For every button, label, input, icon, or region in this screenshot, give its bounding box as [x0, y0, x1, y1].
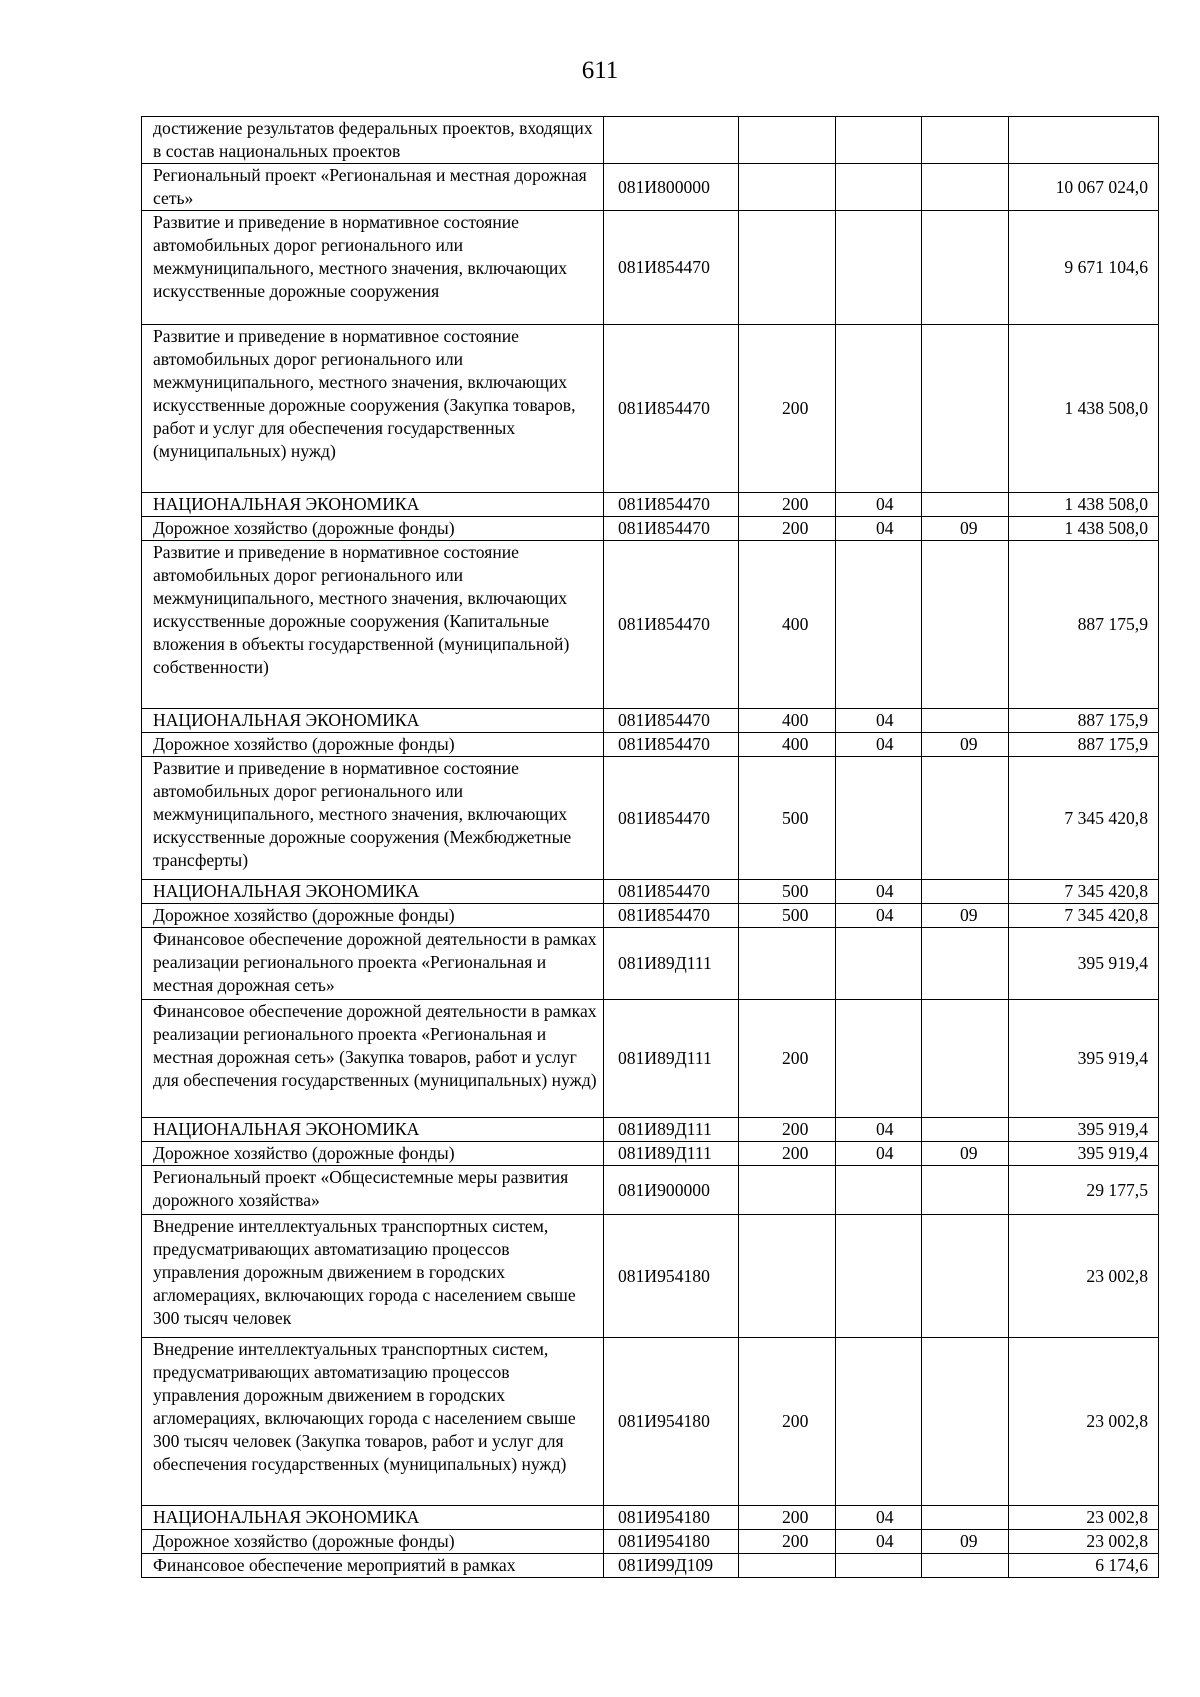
row-section-cell [836, 211, 922, 325]
table-row [142, 117, 1159, 164]
row-name-cell: Региональный проект «Общесистемные меры развития дорожного хозяйства» [142, 1166, 604, 1215]
row-section-cell: 04 [836, 733, 922, 757]
row-expense-type-cell: 400 [739, 733, 836, 757]
row-target-code-cell: 081И89Д111 [604, 1142, 739, 1166]
table-row [142, 757, 1159, 880]
row-subsection-cell [922, 928, 1009, 1000]
row-name-cell: Дорожное хозяйство (дорожные фонды) [142, 1530, 604, 1554]
row-name-cell: Развитие и приведение в нормативное состояние автомобильных дорог регионального или межмуниципального, местного значения, включающих искусственные дорожные сооружения [142, 211, 604, 325]
row-subsection-cell [922, 541, 1009, 709]
row-target-code-cell: 081И854470 [604, 733, 739, 757]
row-name-cell: Финансовое обеспечение мероприятий в рамках [142, 1554, 604, 1578]
row-section-cell [836, 757, 922, 880]
budget-table [141, 116, 1159, 1578]
row-target-code-cell: 081И89Д111 [604, 928, 739, 1000]
row-target-code-cell: 081И854470 [604, 709, 739, 733]
table-row [142, 1530, 1159, 1554]
row-subsection-cell [922, 1000, 1009, 1118]
row-amount-cell: 395 919,4 [1009, 1000, 1159, 1118]
row-name-cell: НАЦИОНАЛЬНАЯ ЭКОНОМИКА [142, 709, 604, 733]
row-section-cell: 04 [836, 1142, 922, 1166]
table-row [142, 493, 1159, 517]
row-target-code-cell: 081И854470 [604, 325, 739, 493]
row-expense-type-cell: 200 [739, 1000, 836, 1118]
table-row [142, 1166, 1159, 1215]
row-amount-cell: 887 175,9 [1009, 541, 1159, 709]
row-subsection-cell [922, 880, 1009, 904]
row-amount-cell: 6 174,6 [1009, 1554, 1159, 1578]
row-name-cell: Развитие и приведение в нормативное состояние автомобильных дорог регионального или межмуниципального, местного значения, включающих искусственные дорожные сооружения (Капитальные вложения в объекты государственной (муниципальной) собственности) [142, 541, 604, 709]
row-amount-cell: 395 919,4 [1009, 928, 1159, 1000]
row-target-code-cell: 081И954180 [604, 1338, 739, 1506]
row-expense-type-cell [739, 1166, 836, 1215]
row-subsection-cell [922, 757, 1009, 880]
row-target-code-cell: 081И800000 [604, 164, 739, 211]
row-target-code-cell: 081И854470 [604, 757, 739, 880]
row-target-code-cell: 081И854470 [604, 517, 739, 541]
row-expense-type-cell [739, 164, 836, 211]
budget-table-body [142, 117, 1159, 1578]
row-target-code-cell: 081И89Д111 [604, 1000, 739, 1118]
row-expense-type-cell: 200 [739, 1338, 836, 1506]
row-subsection-cell [922, 1118, 1009, 1142]
row-name-cell: Дорожное хозяйство (дорожные фонды) [142, 517, 604, 541]
row-amount-cell [1009, 117, 1159, 164]
table-row [142, 517, 1159, 541]
row-target-code-cell: 081И89Д111 [604, 1118, 739, 1142]
row-subsection-cell [922, 493, 1009, 517]
row-expense-type-cell: 500 [739, 880, 836, 904]
row-subsection-cell [922, 709, 1009, 733]
row-target-code-cell: 081И954180 [604, 1530, 739, 1554]
row-expense-type-cell: 200 [739, 517, 836, 541]
table-row [142, 1215, 1159, 1338]
row-name-cell: НАЦИОНАЛЬНАЯ ЭКОНОМИКА [142, 1118, 604, 1142]
table-row [142, 211, 1159, 325]
row-subsection-cell: 09 [922, 1142, 1009, 1166]
row-amount-cell: 9 671 104,6 [1009, 211, 1159, 325]
row-subsection-cell [922, 117, 1009, 164]
row-name-cell: Внедрение интеллектуальных транспортных систем, предусматривающих автоматизацию процессов управления дорожным движением в городских агломерациях, включающих города с населением свыше 300 тысяч человек [142, 1215, 604, 1338]
row-subsection-cell [922, 164, 1009, 211]
row-expense-type-cell [739, 1215, 836, 1338]
row-section-cell: 04 [836, 1506, 922, 1530]
row-amount-cell: 10 067 024,0 [1009, 164, 1159, 211]
row-expense-type-cell: 200 [739, 325, 836, 493]
table-row [142, 904, 1159, 928]
table-row [142, 325, 1159, 493]
row-target-code-cell: 081И954180 [604, 1215, 739, 1338]
row-name-cell: Дорожное хозяйство (дорожные фонды) [142, 1142, 604, 1166]
row-section-cell: 04 [836, 517, 922, 541]
table-row [142, 1118, 1159, 1142]
row-section-cell [836, 325, 922, 493]
row-subsection-cell: 09 [922, 904, 1009, 928]
row-subsection-cell [922, 1166, 1009, 1215]
row-section-cell [836, 1554, 922, 1578]
table-row [142, 1000, 1159, 1118]
row-section-cell: 04 [836, 493, 922, 517]
row-expense-type-cell: 200 [739, 1142, 836, 1166]
page-number: 611 [581, 57, 619, 84]
row-subsection-cell: 09 [922, 1530, 1009, 1554]
row-target-code-cell: 081И854470 [604, 880, 739, 904]
row-name-cell: Дорожное хозяйство (дорожные фонды) [142, 904, 604, 928]
row-section-cell [836, 541, 922, 709]
row-subsection-cell [922, 1338, 1009, 1506]
row-section-cell [836, 117, 922, 164]
row-amount-cell: 23 002,8 [1009, 1338, 1159, 1506]
row-expense-type-cell: 400 [739, 541, 836, 709]
table-row [142, 928, 1159, 1000]
row-section-cell [836, 1166, 922, 1215]
row-amount-cell: 395 919,4 [1009, 1118, 1159, 1142]
row-expense-type-cell: 200 [739, 1530, 836, 1554]
row-target-code-cell: 081И854470 [604, 211, 739, 325]
row-amount-cell: 7 345 420,8 [1009, 880, 1159, 904]
row-amount-cell: 395 919,4 [1009, 1142, 1159, 1166]
row-expense-type-cell: 200 [739, 1506, 836, 1530]
table-row [142, 733, 1159, 757]
row-section-cell: 04 [836, 709, 922, 733]
row-amount-cell: 887 175,9 [1009, 733, 1159, 757]
row-section-cell: 04 [836, 904, 922, 928]
row-section-cell [836, 164, 922, 211]
row-expense-type-cell: 500 [739, 757, 836, 880]
row-target-code-cell: 081И854470 [604, 904, 739, 928]
row-subsection-cell: 09 [922, 733, 1009, 757]
row-amount-cell: 23 002,8 [1009, 1530, 1159, 1554]
row-amount-cell: 1 438 508,0 [1009, 325, 1159, 493]
row-section-cell: 04 [836, 1530, 922, 1554]
row-name-cell: НАЦИОНАЛЬНАЯ ЭКОНОМИКА [142, 1506, 604, 1530]
row-section-cell [836, 928, 922, 1000]
row-target-code-cell: 081И854470 [604, 541, 739, 709]
row-subsection-cell: 09 [922, 517, 1009, 541]
row-name-cell: Развитие и приведение в нормативное состояние автомобильных дорог регионального или межмуниципального, местного значения, включающих искусственные дорожные сооружения (Закупка товаров, работ и услуг для обеспечения государственных (муниципальных) нужд) [142, 325, 604, 493]
row-expense-type-cell: 200 [739, 1118, 836, 1142]
table-row [142, 541, 1159, 709]
table-row [142, 880, 1159, 904]
row-target-code-cell [604, 117, 739, 164]
row-amount-cell: 29 177,5 [1009, 1166, 1159, 1215]
row-subsection-cell [922, 211, 1009, 325]
table-row [142, 1338, 1159, 1506]
row-amount-cell: 7 345 420,8 [1009, 904, 1159, 928]
row-target-code-cell: 081И954180 [604, 1506, 739, 1530]
row-target-code-cell: 081И854470 [604, 493, 739, 517]
row-subsection-cell [922, 1215, 1009, 1338]
row-expense-type-cell [739, 1554, 836, 1578]
row-expense-type-cell [739, 928, 836, 1000]
row-subsection-cell [922, 325, 1009, 493]
row-expense-type-cell: 200 [739, 493, 836, 517]
row-name-cell: НАЦИОНАЛЬНАЯ ЭКОНОМИКА [142, 493, 604, 517]
row-section-cell [836, 1000, 922, 1118]
row-expense-type-cell: 500 [739, 904, 836, 928]
row-name-cell: Финансовое обеспечение дорожной деятельности в рамках реализации регионального проекта «Региональная и местная дорожная сеть» [142, 928, 604, 1000]
row-name-cell: НАЦИОНАЛЬНАЯ ЭКОНОМИКА [142, 880, 604, 904]
row-name-cell: достижение результатов федеральных проектов, входящих в состав национальных проектов [142, 117, 604, 164]
row-amount-cell: 1 438 508,0 [1009, 493, 1159, 517]
row-name-cell: Региональный проект «Региональная и местная дорожная сеть» [142, 164, 604, 211]
table-row [142, 1506, 1159, 1530]
row-expense-type-cell: 400 [739, 709, 836, 733]
row-target-code-cell: 081И99Д109 [604, 1554, 739, 1578]
row-amount-cell: 1 438 508,0 [1009, 517, 1159, 541]
row-name-cell: Финансовое обеспечение дорожной деятельности в рамках реализации регионального проекта «Региональная и местная дорожная сеть» (Закупка товаров, работ и услуг для обеспечения государственных (муниципальных) нужд) [142, 1000, 604, 1118]
row-expense-type-cell [739, 211, 836, 325]
table-row [142, 709, 1159, 733]
row-section-cell [836, 1215, 922, 1338]
row-name-cell: Развитие и приведение в нормативное состояние автомобильных дорог регионального или межмуниципального, местного значения, включающих искусственные дорожные сооружения (Межбюджетные трансферты) [142, 757, 604, 880]
row-section-cell [836, 1338, 922, 1506]
row-subsection-cell [922, 1506, 1009, 1530]
row-section-cell: 04 [836, 1118, 922, 1142]
table-row [142, 1554, 1159, 1578]
row-name-cell: Дорожное хозяйство (дорожные фонды) [142, 733, 604, 757]
row-target-code-cell: 081И900000 [604, 1166, 739, 1215]
row-section-cell: 04 [836, 880, 922, 904]
row-amount-cell: 7 345 420,8 [1009, 757, 1159, 880]
table-row [142, 1142, 1159, 1166]
row-name-cell: Внедрение интеллектуальных транспортных систем, предусматривающих автоматизацию процессов управления дорожным движением в городских агломерациях, включающих города с населением свыше 300 тысяч человек (Закупка товаров, работ и услуг для обеспечения государственных (муниципальных) нужд) [142, 1338, 604, 1506]
row-expense-type-cell [739, 117, 836, 164]
row-amount-cell: 887 175,9 [1009, 709, 1159, 733]
row-amount-cell: 23 002,8 [1009, 1506, 1159, 1530]
row-amount-cell: 23 002,8 [1009, 1215, 1159, 1338]
table-row [142, 164, 1159, 211]
row-subsection-cell [922, 1554, 1009, 1578]
